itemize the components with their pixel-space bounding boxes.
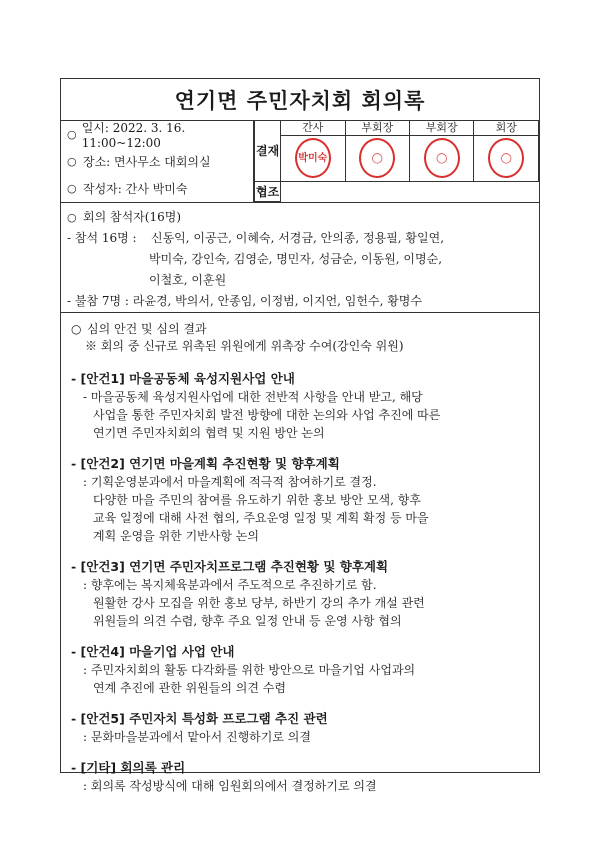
- present-names-3: 이철호, 이훈원: [149, 273, 227, 287]
- absent-line: [67, 291, 539, 312]
- agenda-text: [71, 388, 527, 442]
- agenda-title: - [안건5] 주민자치 특성화 프로그램 추진 관련: [71, 711, 328, 726]
- meta-author: [67, 175, 253, 202]
- agenda-line: 위원들의 의견 수렴, 향후 주요 일정 안내 등 운영 사항 협의: [93, 614, 402, 628]
- seal-stamp-icon: ◯: [359, 138, 395, 178]
- role-secretary: 간사: [281, 121, 345, 135]
- approval-box: [253, 121, 539, 202]
- agenda-line: 교육 일정에 대해 사전 협의, 주요운영 일정 및 계획 확정 등 마을: [93, 511, 429, 525]
- attendees-section: [61, 203, 539, 313]
- minutes-document: [60, 78, 540, 793]
- bullet: ○: [67, 128, 77, 141]
- seal-stamp-icon: ◯: [488, 138, 524, 178]
- agenda-title: - [안건1] 마을공동체 육성지원사업 안내: [71, 371, 295, 386]
- signature-secretary: [281, 135, 345, 181]
- agenda-title: - [안건2] 연기면 마을계획 추진현황 및 향후계획: [71, 456, 340, 471]
- attendees-title: 회의 참석자(16명): [83, 210, 181, 224]
- signature-vice-chair-2: [410, 135, 474, 181]
- agenda-item: [71, 557, 527, 630]
- deliberation-header: [71, 321, 527, 338]
- signature-chair: [474, 135, 539, 181]
- agenda-text: [71, 661, 527, 697]
- cooperation-label: 협조: [255, 181, 281, 201]
- agenda-title: - [기타] 회의록 관리: [71, 760, 186, 775]
- appointment-note: ※ 회의 중 신규로 위촉된 위원에게 위촉장 수여(강인숙 위원): [85, 339, 404, 353]
- agenda-text: [71, 777, 527, 795]
- present-names-1: 신동익, 이공근, 이혜숙, 서경금, 안의종, 정용필, 황일연,: [151, 231, 445, 245]
- agenda-title: - [안건4] 마을기업 사업 안내: [71, 644, 235, 659]
- signature-vice-chair-1: [345, 135, 409, 181]
- meeting-meta: [61, 121, 253, 202]
- role-vice-chair-2: 부회장: [410, 121, 474, 135]
- info-row: [61, 121, 539, 203]
- present-names-2: 박미숙, 강인숙, 김영순, 명민자, 성금순, 이동원, 이명순,: [149, 252, 443, 266]
- agenda-title: - [안건3] 연기면 주민자치프로그램 추진현황 및 향후계획: [71, 559, 389, 574]
- cooperation-cell: [281, 181, 539, 201]
- agenda-line: 연계 추진에 관한 위원들의 의견 수렴: [93, 681, 286, 695]
- agenda-item: [71, 369, 527, 442]
- document-title: 연기면 주민자치회 회의록: [174, 88, 426, 113]
- stamp-name: 박미숙: [298, 152, 328, 164]
- bullet: ○: [71, 322, 82, 336]
- bullet: ○: [67, 182, 77, 195]
- agenda-line: 연기면 주민자치회의 협력 및 지원 방안 논의: [93, 426, 325, 440]
- agenda-line: 원활한 강사 모집을 위한 홍보 당부, 하반기 강의 추가 개설 관련: [93, 596, 425, 610]
- agenda-item: [71, 758, 527, 795]
- present-line: [67, 228, 539, 249]
- bullet: ○: [67, 211, 77, 224]
- deliberation-section: [61, 313, 539, 795]
- approval-label: 결재: [255, 121, 281, 181]
- datetime-text: 일시: 2022. 3. 16. 11:00~12:00: [81, 121, 186, 150]
- agenda-line: : 주민자치회의 활동 다각화를 위한 방안으로 마을기업 사업과의: [83, 663, 416, 677]
- agenda-item: [71, 709, 527, 746]
- agenda-line: : 문화마을분과에서 맡아서 진행하기로 의결: [83, 730, 311, 744]
- agenda-line: : 향후에는 복지체육분과에서 주도적으로 추진하기로 함.: [83, 578, 377, 592]
- bullet: ○: [67, 155, 77, 168]
- deliberation-heading: 심의 안건 및 심의 결과: [87, 322, 207, 336]
- approval-table: [254, 121, 539, 202]
- agenda-text: [71, 728, 527, 746]
- agenda-item: [71, 454, 527, 545]
- agenda-line: : 기획운영분과에서 마을계획에 적극적 참여하기로 결정.: [83, 475, 377, 489]
- present-label: - 참석 16명 :: [67, 231, 137, 245]
- role-vice-chair-1: 부회장: [345, 121, 409, 135]
- attendees-header: [67, 207, 539, 228]
- seal-stamp-icon: ◯: [424, 138, 460, 178]
- agenda-line: - 마을공동체 육성지원사업에 대한 전반적 사항을 안내 받고, 해당: [83, 390, 423, 404]
- seal-stamp-icon: [295, 138, 331, 178]
- absent-text: - 불참 7명 : 라윤경, 박의서, 안종임, 이정범, 이지언, 임헌수, 황명수: [67, 294, 422, 308]
- title-row: [61, 79, 539, 121]
- agenda-line: 사업을 통한 주민자치회 발전 방향에 대한 논의와 사업 추진에 따른: [93, 408, 441, 422]
- agenda-item: [71, 642, 527, 697]
- agenda-line: 다양한 마을 주민의 참여를 유도하기 위한 홍보 방안 모색, 향후: [93, 493, 421, 507]
- place-text: 장소: 면사무소 대회의실: [83, 155, 211, 169]
- meta-datetime: [67, 121, 253, 148]
- author-text: 작성자: 간사 박미숙: [83, 182, 188, 196]
- meta-place: [67, 148, 253, 175]
- agenda-line: 계획 운영을 위한 기반사항 논의: [93, 529, 259, 543]
- agenda-text: [71, 576, 527, 630]
- agenda-text: [71, 473, 527, 545]
- role-chair: 회장: [474, 121, 539, 135]
- agenda-line: : 회의록 작성방식에 대해 임원회의에서 결정하기로 의결: [83, 779, 377, 793]
